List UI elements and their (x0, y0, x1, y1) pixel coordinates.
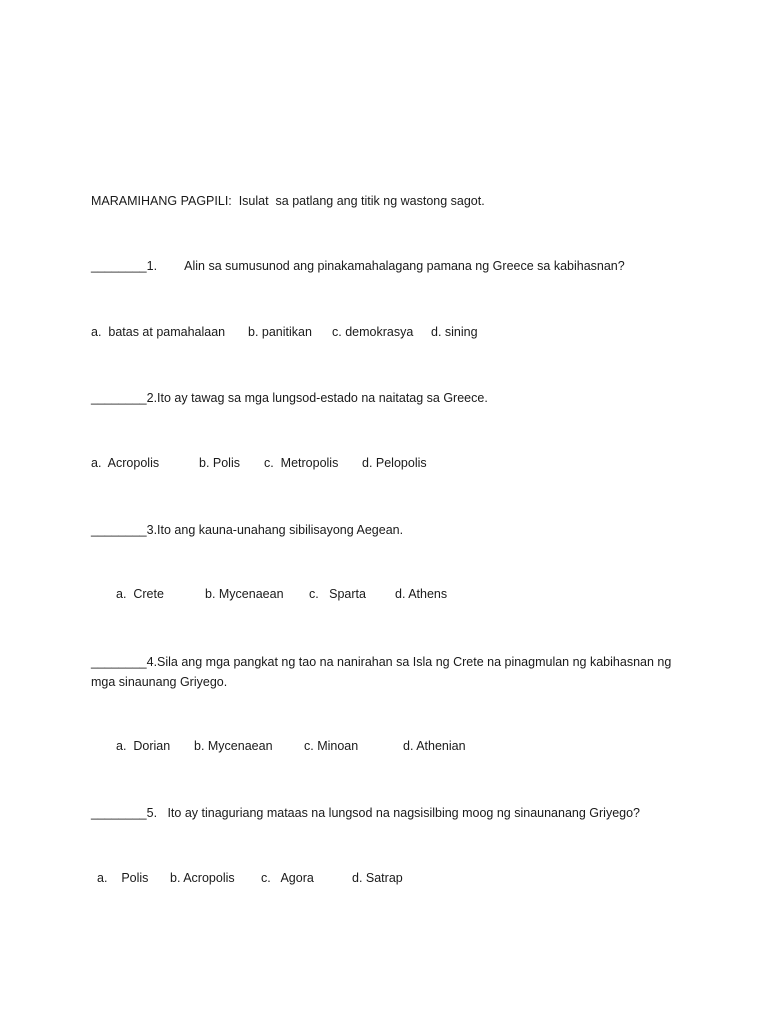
choice-4d: d. Athenian (403, 739, 466, 753)
choice-1c: c. demokrasya (332, 325, 414, 339)
choice-4c: c. Minoan (304, 739, 359, 753)
question-5-prompt: ________5. Ito ay tinaguriang mataas na lungsod na nagsisilbing moog ng sinaunanang Griyego? (91, 806, 641, 820)
choice-5c: c. Agora (261, 871, 314, 885)
choice-4b: b. Mycenaean (194, 739, 273, 753)
choice-2d: d. Pelopolis (362, 456, 427, 470)
question-4-prompt-continued: mga sinaunang Griyego. (91, 675, 228, 689)
choice-5a: a. Polis (97, 871, 149, 885)
choice-1a: a. batas at pamahalaan (91, 325, 226, 339)
choice-3c: c. Sparta (309, 587, 366, 601)
instructions: MARAMIHANG PAGPILI: Isulat sa patlang ang titik ng wastong sagot. (91, 194, 485, 208)
choice-2c: c. Metropolis (264, 456, 339, 470)
choice-2a: a. Acropolis (91, 456, 160, 470)
question-1-prompt: ________1. Alin sa sumusunod ang pinakamahalagang pamana ng Greece sa kabihasnan? (91, 259, 625, 273)
choice-4a: a. Dorian (116, 739, 171, 753)
choice-2b: b. Polis (199, 456, 240, 470)
question-3-prompt: ________3.Ito ang kauna-unahang sibilisayong Aegean. (91, 523, 404, 537)
choice-3a: a. Crete (116, 587, 164, 601)
choice-5d: d. Satrap (352, 871, 403, 885)
choice-3d: d. Athens (395, 587, 448, 601)
question-2-prompt: ________2.Ito ay tawag sa mga lungsod-estado na naitatag sa Greece. (91, 391, 488, 405)
choice-1d: d. sining (431, 325, 478, 339)
choice-1b: b. panitikan (248, 325, 312, 339)
question-4-prompt: ________4.Sila ang mga pangkat ng tao na nanirahan sa Isla ng Crete na pinagmulan ng kabihasnan ng (91, 655, 672, 669)
choice-3b: b. Mycenaean (205, 587, 284, 601)
choice-5b: b. Acropolis (170, 871, 235, 885)
